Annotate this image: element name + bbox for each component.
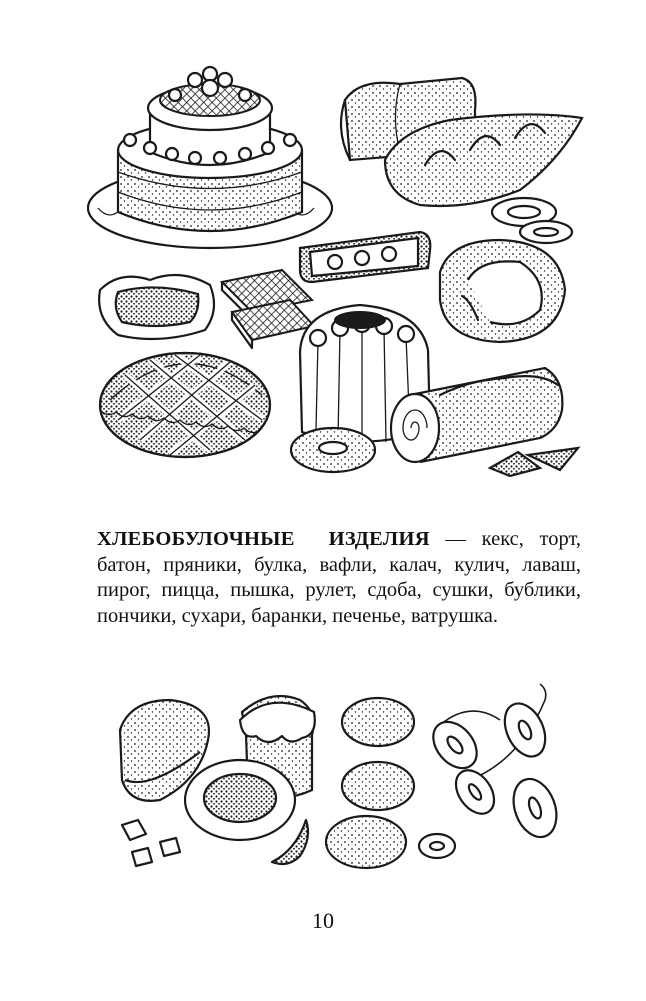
donut-drawing [291, 428, 375, 472]
tart-basket-drawing [99, 275, 214, 339]
bubliks-on-string-drawing [424, 684, 564, 843]
definition-term: ХЛЕБОБУЛОЧНЫЕ ИЗДЕЛИЯ [97, 528, 430, 550]
pryanik-drawing [300, 232, 430, 282]
cookies-drawing [326, 698, 414, 868]
pie-drawing [100, 353, 270, 457]
sugar-cubes-drawing [122, 820, 180, 866]
definition-dash: — [429, 528, 482, 550]
kalach-drawing [440, 240, 565, 342]
vatrushka-drawing [185, 760, 295, 840]
bublik-drawing [492, 198, 572, 243]
waffles-drawing [222, 270, 314, 348]
definition-paragraph [97, 527, 581, 629]
crackers-drawing [490, 448, 578, 476]
page-number: 10 [312, 908, 334, 933]
bakery-products-illustration-top [0, 0, 646, 500]
definition-text: кекс, торт, батон, пряники, булка, вафли, калач, кулич, лаваш, пирог, пицца, пышка, рулет, сдоба, сушки, бублики, пончики, сухари, баранки, печенье, ватрушка. [97, 528, 582, 627]
bakery-products-illustration-bottom [0, 680, 646, 880]
small-bublik-drawing [419, 834, 455, 858]
cake-drawing [88, 67, 332, 248]
